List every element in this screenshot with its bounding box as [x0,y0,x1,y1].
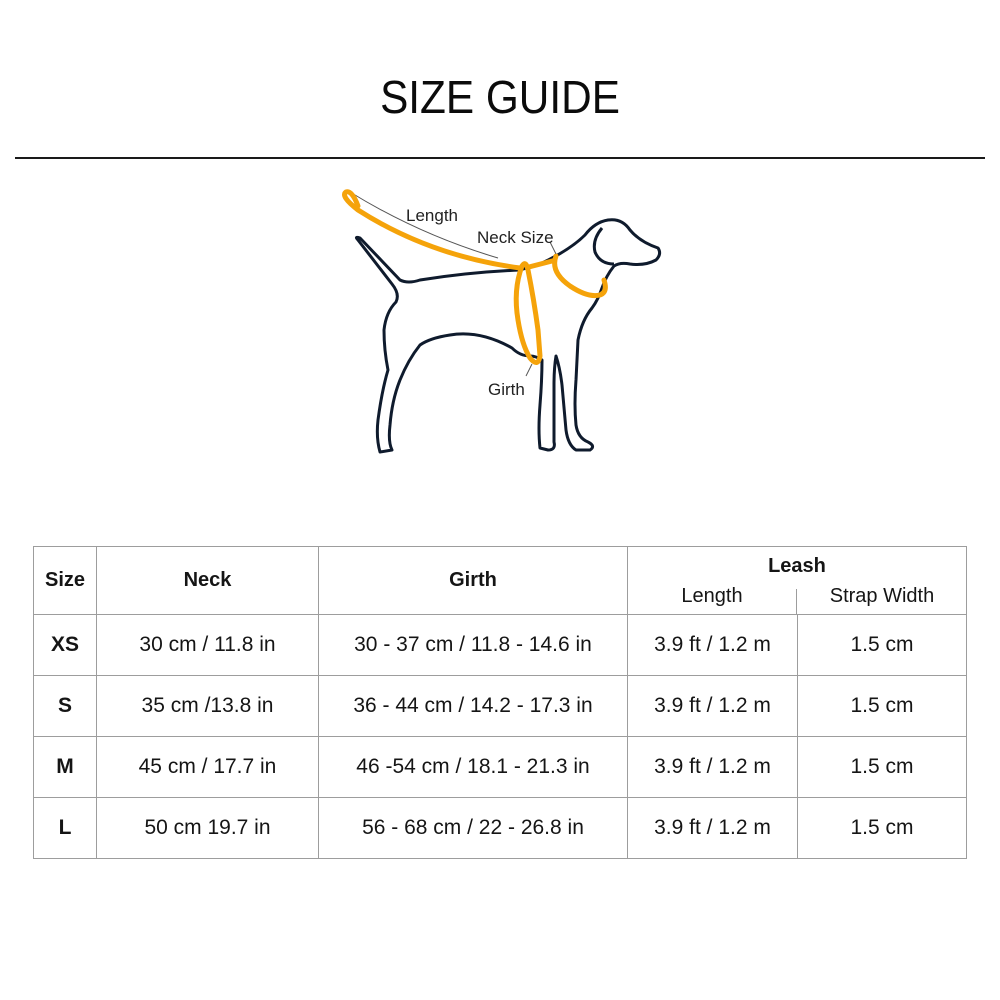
neck-size-label: Neck Size [477,228,554,247]
cell-size: L [34,798,97,859]
cell-neck: 45 cm / 17.7 in [97,737,319,798]
cell-leash-length: 3.9 ft / 1.2 m [628,615,798,676]
cell-neck: 50 cm 19.7 in [97,798,319,859]
header-neck: Neck [97,547,319,615]
cell-girth: 56 - 68 cm / 22 - 26.8 in [319,798,628,859]
title-divider [15,157,985,159]
cell-girth: 30 - 37 cm / 11.8 - 14.6 in [319,615,628,676]
cell-neck: 30 cm / 11.8 in [97,615,319,676]
header-leash-length: Length [681,585,743,607]
size-table [33,546,967,859]
leash-subheader-divider [796,589,797,614]
cell-strap-width: 1.5 cm [798,798,967,859]
table-header-row [34,547,967,615]
cell-leash-length: 3.9 ft / 1.2 m [628,676,798,737]
header-size: Size [34,547,97,615]
header-leash-title: Leash [768,555,826,577]
dog-outline-icon [330,180,670,460]
table-row [34,676,967,737]
cell-size: M [34,737,97,798]
cell-girth: 46 -54 cm / 18.1 - 21.3 in [319,737,628,798]
cell-size: S [34,676,97,737]
header-leash [628,547,967,615]
table-row [34,737,967,798]
cell-strap-width: 1.5 cm [798,676,967,737]
header-leash-strap-width: Strap Width [829,585,935,607]
table-row [34,615,967,676]
cell-leash-length: 3.9 ft / 1.2 m [628,737,798,798]
cell-girth: 36 - 44 cm / 14.2 - 17.3 in [319,676,628,737]
girth-label: Girth [488,380,525,399]
table-row [34,798,967,859]
length-label: Length [406,206,458,225]
cell-size: XS [34,615,97,676]
cell-strap-width: 1.5 cm [798,737,967,798]
dog-harness-illustration [330,180,670,460]
cell-leash-length: 3.9 ft / 1.2 m [628,798,798,859]
cell-strap-width: 1.5 cm [798,615,967,676]
cell-neck: 35 cm /13.8 in [97,676,319,737]
page-title: SIZE GUIDE [380,71,620,123]
header-girth: Girth [319,547,628,615]
